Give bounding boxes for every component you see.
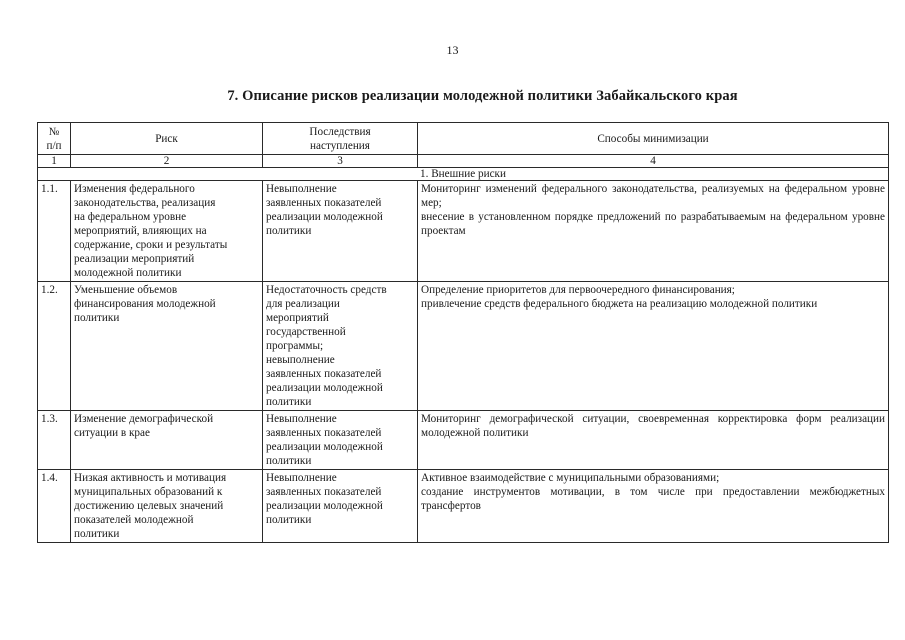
mitigation-cell: Активное взаимодействие с муниципальными образованиями; создание инструментов мотивации, в том числе при предоставлении межбюджетных трансфертов	[418, 470, 889, 543]
table-row	[38, 470, 889, 543]
risk-cell: Низкая активность и мотивация муниципальных образований к достижению целевых значений показателей молодежной политики	[71, 470, 263, 543]
row-number: 1.4.	[38, 470, 71, 543]
row-number: 1.3.	[38, 411, 71, 470]
column-number: 3	[263, 155, 418, 168]
mitigation-cell: Определение приоритетов для первоочередного финансирования; привлечение средств федерального бюджета на реализацию молодежной политики	[418, 282, 889, 411]
row-number: 1.2.	[38, 282, 71, 411]
column-number-row	[38, 155, 889, 168]
column-number: 4	[418, 155, 889, 168]
table-header-row	[38, 123, 889, 155]
risks-table	[37, 122, 889, 543]
consequences-cell: Невыполнение заявленных показателей реализации молодежной политики	[263, 181, 418, 282]
consequences-cell: Невыполнение заявленных показателей реализации молодежной политики	[263, 411, 418, 470]
section-title: 7. Описание рисков реализации молодежной политики Забайкальского края	[227, 88, 738, 104]
header-consequences: Последствия наступления	[263, 123, 418, 155]
group-title: 1. Внешние риски	[38, 168, 889, 181]
header-num: № п/п	[38, 123, 71, 155]
column-number: 2	[71, 155, 263, 168]
risk-cell: Уменьшение объемов финансирования молодежной политики	[71, 282, 263, 411]
page-number: 13	[446, 43, 459, 57]
risk-cell: Изменение демографической ситуации в крае	[71, 411, 263, 470]
consequences-cell: Невыполнение заявленных показателей реализации молодежной политики	[263, 470, 418, 543]
row-number: 1.1.	[38, 181, 71, 282]
table-row	[38, 181, 889, 282]
risk-cell: Изменения федерального законодательства, реализация на федеральном уровне мероприятий, влияющих на содержание, сроки и результаты реализации мероприятий молодежной политики	[71, 181, 263, 282]
header-risk: Риск	[71, 123, 263, 155]
mitigation-cell: Мониторинг демографической ситуации, своевременная корректировка форм реализации молодежной политики	[418, 411, 889, 470]
table-row	[38, 282, 889, 411]
mitigation-cell: Мониторинг изменений федерального законодательства, реализуемых на федеральном уровне мер; внесение в установленном порядке предложений по разрабатываемым на федеральном уровне проектам	[418, 181, 889, 282]
group-row	[38, 168, 889, 181]
consequences-cell: Недостаточность средств для реализации мероприятий государственной программы; невыполнение заявленных показателей реализации молодежной политики	[263, 282, 418, 411]
header-mitigation: Способы минимизации	[418, 123, 889, 155]
column-number: 1	[38, 155, 71, 168]
table-row	[38, 411, 889, 470]
